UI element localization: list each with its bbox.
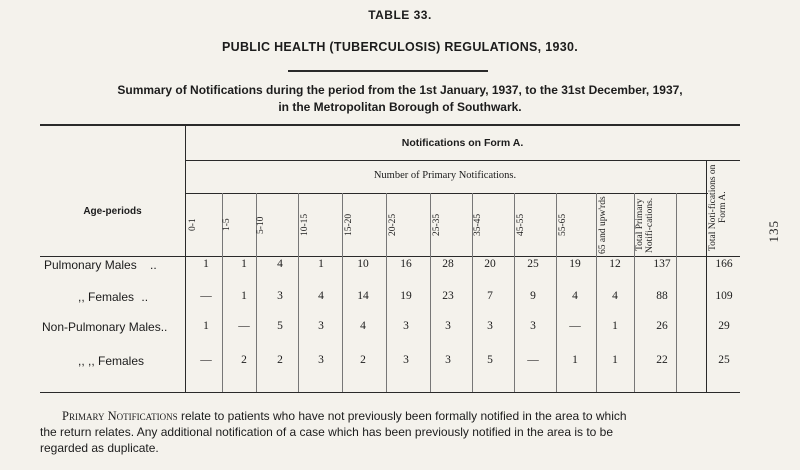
table-cell: 88	[656, 290, 668, 302]
table-cell: 137	[653, 258, 671, 270]
table-cell-total: 109	[715, 290, 733, 302]
summary-heading	[40, 82, 760, 116]
table-cell: 16	[400, 258, 412, 270]
table-cell: 1	[203, 320, 209, 332]
col-header-10-15: 10-15	[300, 213, 310, 237]
table-cell: —	[200, 354, 212, 366]
table-cell: 3	[445, 354, 451, 366]
table-cell: 10	[357, 258, 369, 270]
row-label-nonpulmonary-males	[42, 320, 187, 334]
row-label-dots: ..	[150, 258, 157, 272]
col-header-65-upwards: 65 and upw'rds	[598, 196, 608, 254]
table-cell: 19	[400, 290, 412, 302]
table-cell: 20	[484, 258, 496, 270]
col-header-20-25: 20-25	[388, 213, 398, 237]
row-label-nonpulmonary-females	[78, 354, 188, 368]
table-cell: 3	[403, 354, 409, 366]
total-column-divider	[706, 160, 707, 392]
table-cell: 2	[360, 354, 366, 366]
table-cell: 1	[241, 258, 247, 270]
header-bottom-rule	[40, 256, 740, 257]
col-header-45-55: 45-55	[516, 213, 526, 237]
table-cell: 4	[612, 290, 618, 302]
row-label-text: ,, ,, Females	[78, 354, 145, 368]
row-label-text: Non-Pulmonary Males	[42, 320, 161, 334]
age-column-divider	[185, 124, 186, 392]
col-header-15-20: 15-20	[344, 213, 354, 237]
table-cell: —	[200, 290, 212, 302]
table-cell: 25	[527, 258, 539, 270]
table-cell: 19	[569, 258, 581, 270]
table-cell: 9	[530, 290, 536, 302]
row-label-text: Pulmonary Males	[44, 258, 137, 272]
table-cell: 2	[277, 354, 283, 366]
col-header-25-35: 25-35	[432, 213, 442, 237]
table-cell: 3	[403, 320, 409, 332]
table-cell: 3	[318, 354, 324, 366]
col-header-1-5: 1-5	[222, 218, 232, 232]
col-header-total-form-a: Total Noti-fications on Form A.	[708, 164, 728, 251]
table-cell: 3	[318, 320, 324, 332]
table-top-rule	[40, 124, 740, 126]
table-cell: 2	[241, 354, 247, 366]
row-label-dots: ..	[160, 320, 168, 334]
col-header-0-1: 0-1	[188, 218, 198, 232]
table-cell: 1	[612, 354, 618, 366]
table-cell: 7	[487, 290, 493, 302]
table-cell: —	[238, 320, 250, 332]
col-header-5-10: 5-10	[256, 216, 266, 234]
title-rule	[288, 70, 488, 72]
summary-line-1: Summary of Notifications during the period from the 1st January, 1937, to the 31st December, 1937,	[117, 83, 683, 97]
table-cell: 5	[487, 354, 493, 366]
summary-line-2: in the Metropolitan Borough of Southwark.	[278, 100, 522, 114]
table-cell: 3	[530, 320, 536, 332]
table-cell-total: 166	[715, 258, 733, 270]
table-cell-total: 25	[718, 354, 730, 366]
table-cell: 1	[612, 320, 618, 332]
table-cell: 3	[445, 320, 451, 332]
table-cell: 3	[487, 320, 493, 332]
row-label-pulmonary-females	[78, 290, 188, 304]
table-cell: 23	[442, 290, 454, 302]
notifications-header: Notifications on Form A.	[401, 137, 524, 149]
table-cell: 4	[277, 258, 283, 270]
column-header-rule	[185, 193, 708, 194]
table-cell: —	[527, 354, 539, 366]
table-cell: 12	[609, 258, 621, 270]
row-label-dots: ..	[141, 290, 149, 304]
table-cell: 1	[572, 354, 578, 366]
primary-notifications-header: Number of Primary Notifications.	[373, 170, 517, 181]
table-cell: 1	[318, 258, 324, 270]
table-cell: 4	[572, 290, 578, 302]
column-divider	[298, 193, 299, 392]
col-header-total-primary: Total Primary Notifi-cations.	[635, 197, 655, 253]
primary-header-rule	[185, 160, 740, 161]
table-cell: 3	[277, 290, 283, 302]
column-divider	[596, 193, 597, 392]
row-label-pulmonary-males	[44, 258, 184, 272]
table-cell: 1	[241, 290, 247, 302]
table-cell: 28	[442, 258, 454, 270]
footnote-text-3: regarded as duplicate.	[40, 441, 159, 455]
table-cell: 1	[203, 258, 209, 270]
footnote-text-2: the return relates. Any additional notification of a case which has been previously notified in the area is to be	[40, 425, 614, 439]
col-header-35-45: 35-45	[473, 213, 483, 237]
column-divider	[386, 193, 387, 392]
column-divider	[514, 193, 515, 392]
row-label-text: ,, Females	[78, 290, 135, 304]
col-header-55-65: 55-65	[558, 213, 568, 237]
column-divider	[556, 193, 557, 392]
regulations-title: PUBLIC HEALTH (TUBERCULOSIS) REGULATIONS, 1930.	[221, 40, 579, 54]
table-title: TABLE 33.	[368, 8, 432, 22]
age-periods-header: Age-periods	[83, 206, 142, 217]
table-bottom-rule	[40, 392, 740, 393]
table-cell: 22	[656, 354, 668, 366]
column-divider	[342, 193, 343, 392]
table-cell: 5	[277, 320, 283, 332]
footnote-lead: Primary Notifications	[62, 409, 178, 423]
table-cell: 14	[357, 290, 369, 302]
footnote	[40, 408, 752, 456]
page-number: 135	[766, 220, 781, 243]
table-cell: 26	[656, 320, 668, 332]
table-cell: 4	[318, 290, 324, 302]
footnote-text-1: relate to patients who have not previously been formally notified in the area to which	[177, 409, 627, 423]
table-cell: —	[569, 320, 581, 332]
table-cell: 4	[360, 320, 366, 332]
table-cell-total: 29	[718, 320, 730, 332]
